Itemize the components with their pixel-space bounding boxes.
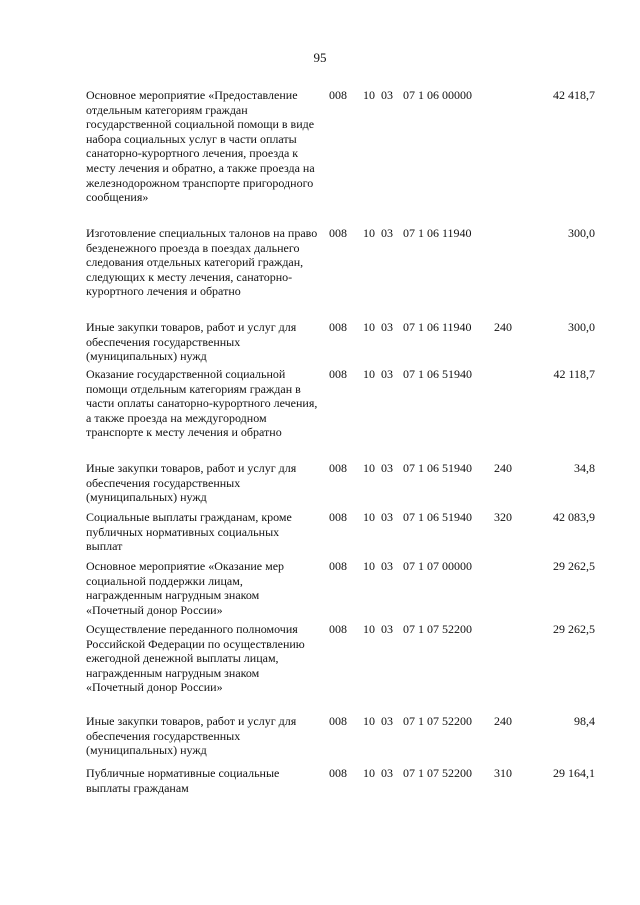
row-description: Публичные нормативные социальные выплаты гражданам	[86, 766, 280, 795]
section-code: 10	[363, 559, 375, 573]
row-amount: 300,0	[568, 320, 595, 334]
section-code: 10	[363, 714, 375, 728]
target-article-code: 07 1 06 51940	[403, 367, 472, 381]
row-description: Основное мероприятие «Оказание мер социальной поддержки лицам, награжденным нагрудным знаком «Почетный донор России»	[86, 559, 285, 617]
row-amount: 29 262,5	[553, 622, 595, 636]
row-amount: 300,0	[568, 226, 595, 240]
target-article-code: 07 1 06 51940	[403, 510, 472, 524]
section-code: 10	[363, 510, 375, 524]
row-amount: 42 083,9	[553, 510, 595, 524]
row-description: Иные закупки товаров, работ и услуг для обеспечения государственных (муниципальных) нужд	[86, 461, 297, 505]
row-amount: 34,8	[574, 461, 595, 475]
ministry-code: 008	[329, 367, 347, 381]
row-description: Основное мероприятие «Предоставление отдельным категориям граждан государственной социальной помощи в виде набора социальных услуг в части оплаты санаторно-курортного лечения, проезда к месту лечения и обратно, а также проезда на железнодорожном транспорте пригородного сообщения»	[86, 88, 315, 205]
row-amount: 29 164,1	[553, 766, 595, 780]
target-article-code: 07 1 06 11940	[403, 320, 472, 334]
section-code: 10	[363, 766, 375, 780]
section-code: 10	[363, 461, 375, 475]
section-code: 10	[363, 367, 375, 381]
ministry-code: 008	[329, 559, 347, 573]
ministry-code: 008	[329, 510, 347, 524]
row-amount: 42 418,7	[553, 88, 595, 102]
target-article-code: 07 1 07 00000	[403, 559, 472, 573]
target-article-code: 07 1 06 11940	[403, 226, 472, 240]
ministry-code: 008	[329, 226, 347, 240]
target-article-code: 07 1 06 51940	[403, 461, 472, 475]
subsection-code: 03	[381, 367, 393, 381]
expense-type-code: 240	[494, 461, 512, 475]
subsection-code: 03	[381, 226, 393, 240]
row-amount: 29 262,5	[553, 559, 595, 573]
section-code: 10	[363, 622, 375, 636]
subsection-code: 03	[381, 714, 393, 728]
section-code: 10	[363, 226, 375, 240]
subsection-code: 03	[381, 510, 393, 524]
ministry-code: 008	[329, 714, 347, 728]
row-description: Социальные выплаты гражданам, кроме публичных нормативных социальных выплат	[86, 510, 292, 554]
expense-type-code: 240	[494, 320, 512, 334]
target-article-code: 07 1 07 52200	[403, 622, 472, 636]
row-description: Осуществление переданного полномочия Российской Федерации по осуществлению ежегодной денежной выплаты лицам, награжденным нагрудным знаком «Почетный донор России»	[86, 622, 305, 695]
section-code: 10	[363, 88, 375, 102]
page-number: 95	[313, 50, 327, 65]
subsection-code: 03	[381, 88, 393, 102]
ministry-code: 008	[329, 461, 347, 475]
expense-type-code: 320	[494, 510, 512, 524]
subsection-code: 03	[381, 559, 393, 573]
row-description: Иные закупки товаров, работ и услуг для обеспечения государственных (муниципальных) нужд	[86, 320, 297, 364]
row-amount: 98,4	[574, 714, 595, 728]
expense-type-code: 310	[494, 766, 512, 780]
ministry-code: 008	[329, 88, 347, 102]
ministry-code: 008	[329, 766, 347, 780]
subsection-code: 03	[381, 766, 393, 780]
target-article-code: 07 1 07 52200	[403, 766, 472, 780]
row-description: Иные закупки товаров, работ и услуг для обеспечения государственных (муниципальных) нужд	[86, 714, 297, 758]
subsection-code: 03	[381, 320, 393, 334]
ministry-code: 008	[329, 320, 347, 334]
ministry-code: 008	[329, 622, 347, 636]
row-amount: 42 118,7	[553, 367, 595, 381]
target-article-code: 07 1 06 00000	[403, 88, 472, 102]
row-description: Изготовление специальных талонов на право безденежного проезда в поездах дальнего следования отдельных категорий граждан, следующих к месту лечения, санаторно-курортного лечения и обратно	[86, 226, 318, 299]
subsection-code: 03	[381, 461, 393, 475]
target-article-code: 07 1 07 52200	[403, 714, 472, 728]
section-code: 10	[363, 320, 375, 334]
row-description: Оказание государственной социальной помощи отдельным категориям граждан в части оплаты санаторно-курортного лечения, а также проезда на междугородном транспорте к месту лечения и обратно	[86, 367, 318, 440]
expense-type-code: 240	[494, 714, 512, 728]
subsection-code: 03	[381, 622, 393, 636]
